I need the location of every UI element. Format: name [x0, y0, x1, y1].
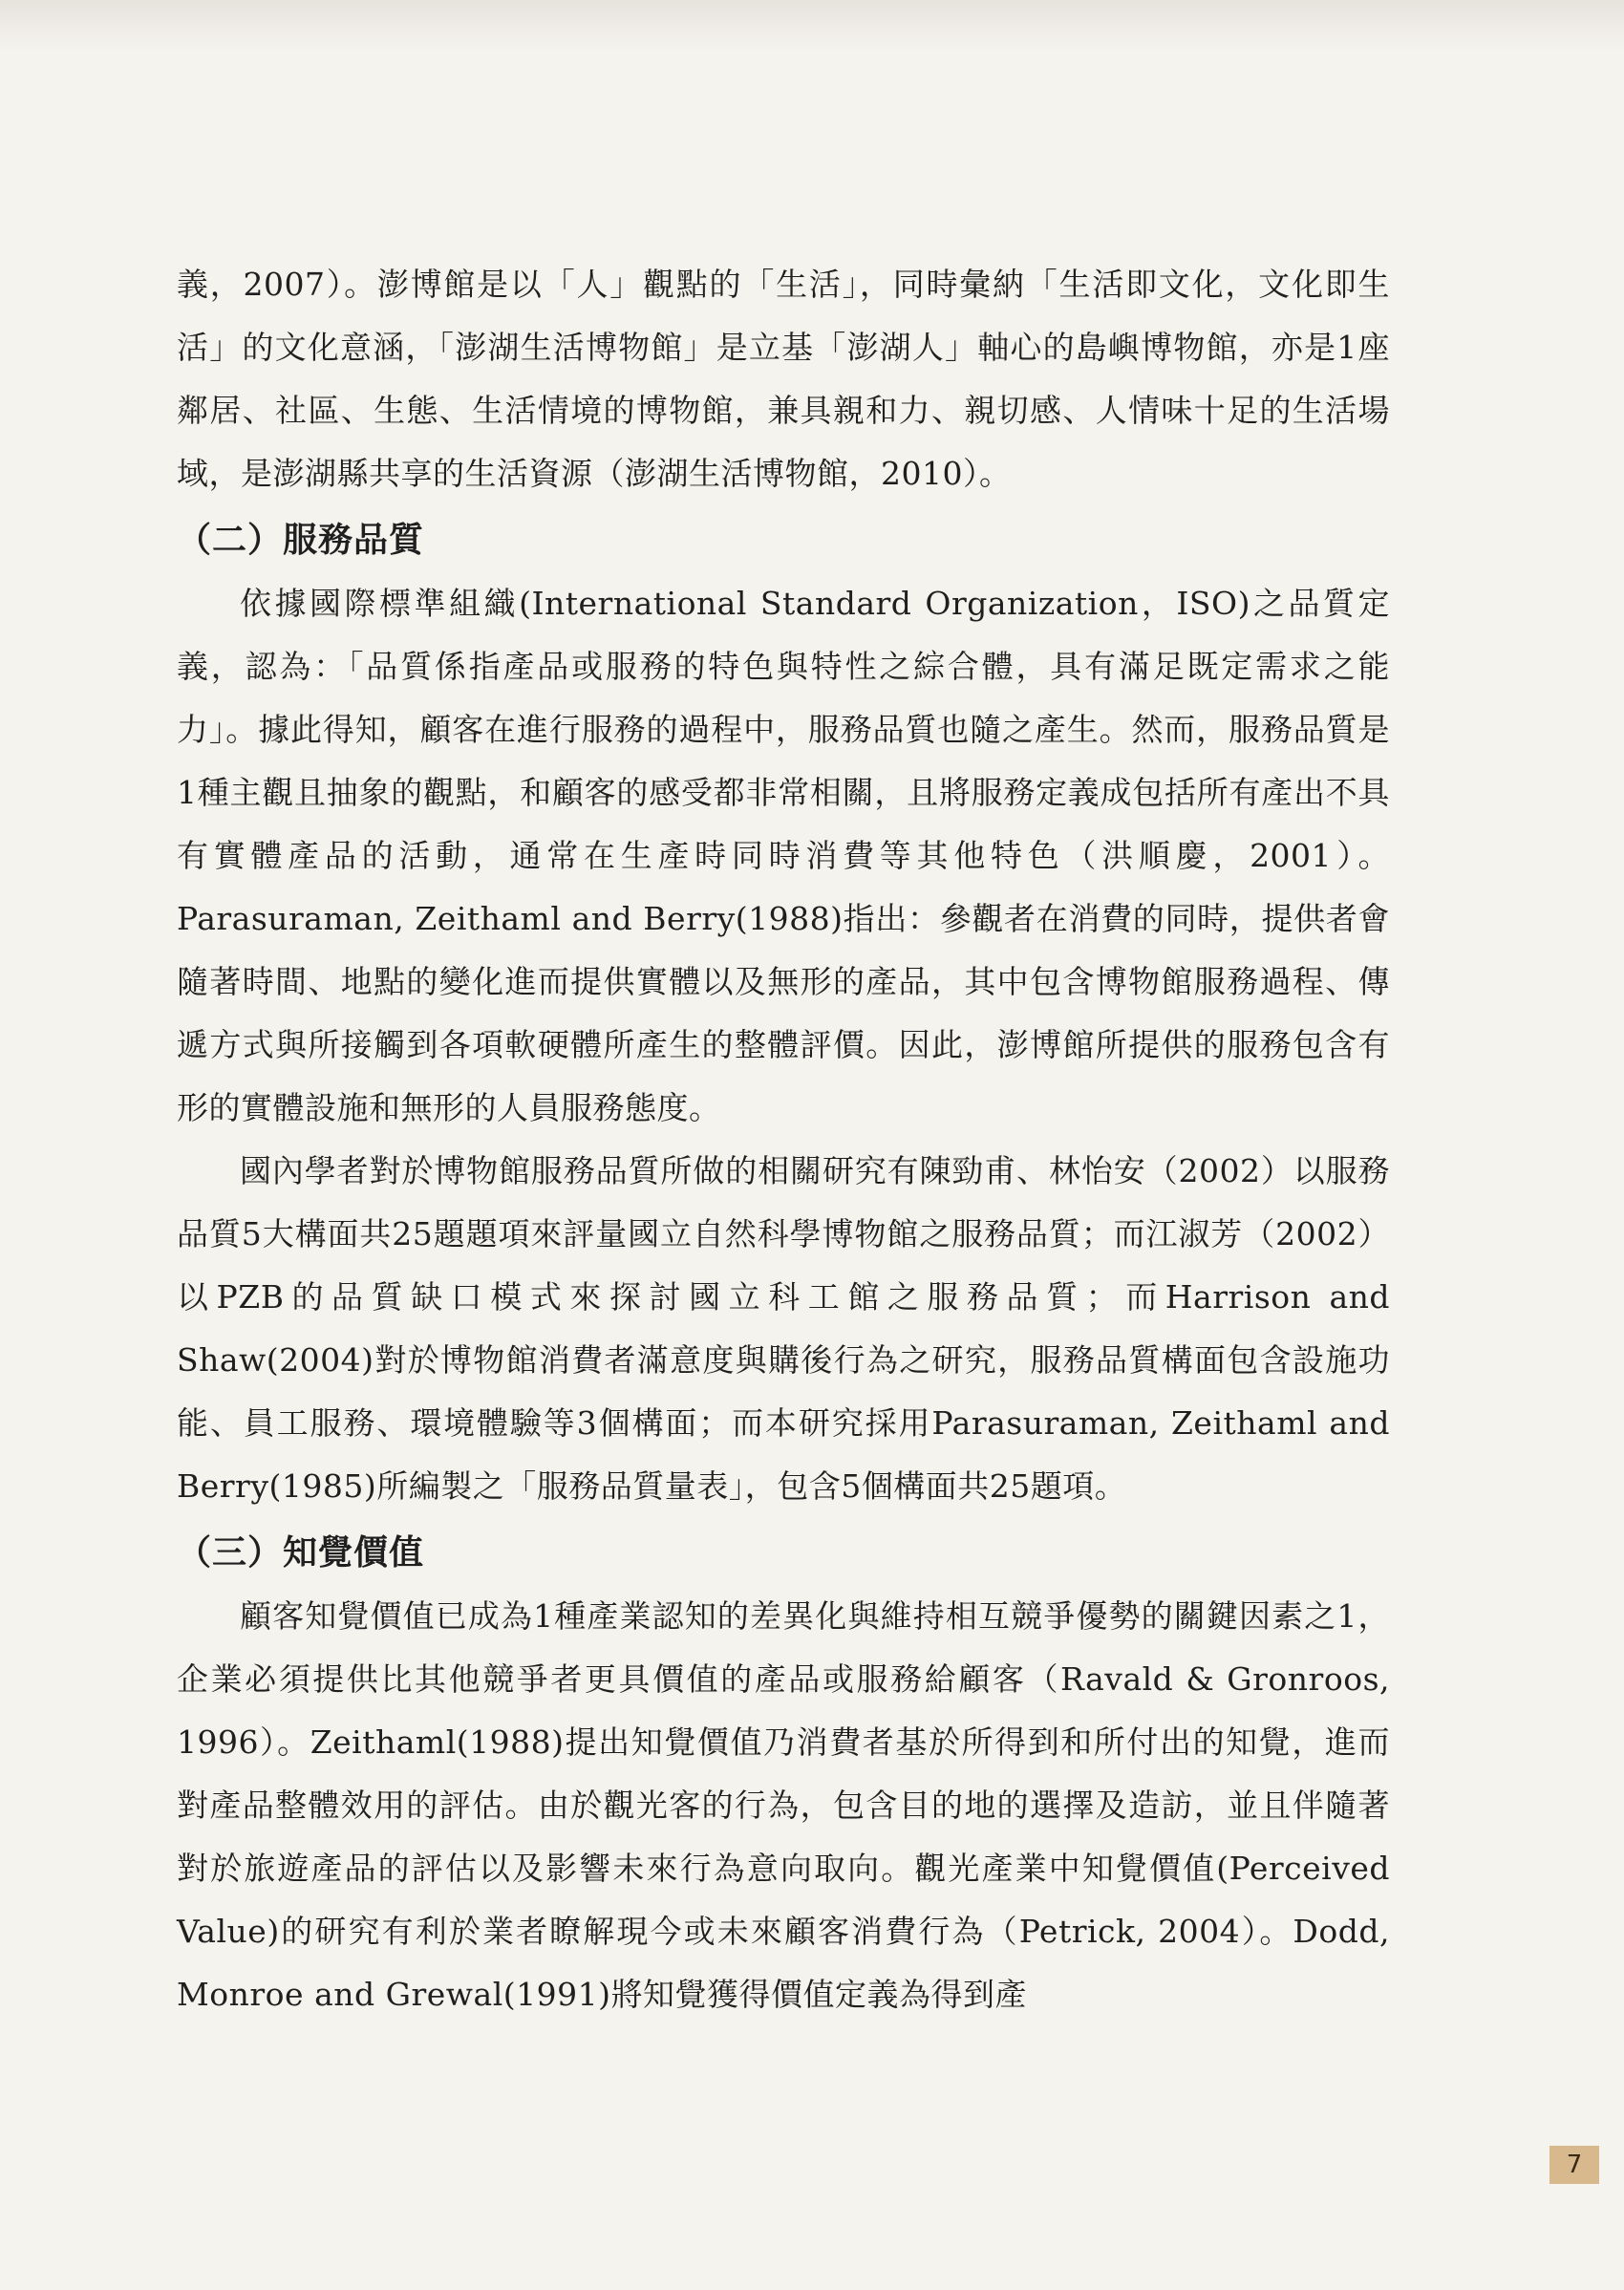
paragraph-service-quality-definition: 依據國際標準組織(International Standard Organization，ISO)之品質定義，認為：「品質係指產品或服務的特色與特性之綜合體，具有滿足既定需求之能力」。據此得知，顧客在進行服務的過程中，服務品質也隨之產生。然而，服務品質是1種主觀且抽象的觀點，和顧客的感受都非常相關，且將服務定義成包括所有產出不具有實體產品的活動，通常在生產時同時消費等其他特色（洪順慶，2001）。Parasuraman, Zeithaml and Berry(1988)指出：參觀者在消費的同時，提供者會隨著時間、地點的變化進而提供實體以及無形的產品，其中包含博物館服務過程、傳遞方式與所接觸到各項軟硬體所產生的整體評價。因此，澎博館所提供的服務包含有形的實體設施和無形的人員服務態度。 [177, 585, 1390, 1126]
section-heading-perceived-value: （三）知覺價值 [177, 1533, 425, 1573]
page-number-badge: 7 [1549, 2146, 1599, 2184]
page-body [177, 253, 1390, 2026]
paragraph-service-quality-research: 國內學者對於博物館服務品質所做的相關研究有陳勁甫、林怡安（2002）以服務品質5大構面共25題題項來評量國立自然科學博物館之服務品質；而江淑芳（2002）以PZB的品質缺口模式來探討國立科工館之服務品質；而Harrison and Shaw(2004)對於博物館消費者滿意度與購後行為之研究，服務品質構面包含設施功能、員工服務、環境體驗等3個構面；而本研究採用Parasuraman, Zeithaml and Berry(1985)所編製之「服務品質量表」，包含5個構面共25題項。 [177, 1152, 1390, 1505]
paragraph-perceived-value: 顧客知覺價值已成為1種產業認知的差異化與維持相互競爭優勢的關鍵因素之1，企業必須提供比其他競爭者更具價值的產品或服務給顧客（Ravald & Gronroos, 1996）。Zeithaml(1988)提出知覺價值乃消費者基於所得到和所付出的知覺，進而對產品整體效用的評估。由於觀光客的行為，包含目的地的選擇及造訪，並且伴隨著對於旅遊產品的評估以及影響未來行為意向取向。觀光產業中知覺價值(Perceived Value)的研究有利於業者瞭解現今或未來顧客消費行為（Petrick, 2004）。Dodd, Monroe and Grewal(1991)將知覺獲得價值定義為得到產 [177, 1597, 1390, 2013]
section-heading-service-quality: （二）服務品質 [177, 521, 425, 560]
paragraph-continued: 義，2007）。澎博館是以「人」觀點的「生活」，同時彙納「生活即文化，文化即生活」的文化意涵，「澎湖生活博物館」是立基「澎湖人」軸心的島嶼博物館，亦是1座鄰居、社區、生態、生活情境的博物館，兼具親和力、親切感、人情味十足的生活場域，是澎湖縣共享的生活資源（澎湖生活博物館，2010）。 [177, 266, 1390, 492]
scan-top-band [0, 0, 1624, 50]
